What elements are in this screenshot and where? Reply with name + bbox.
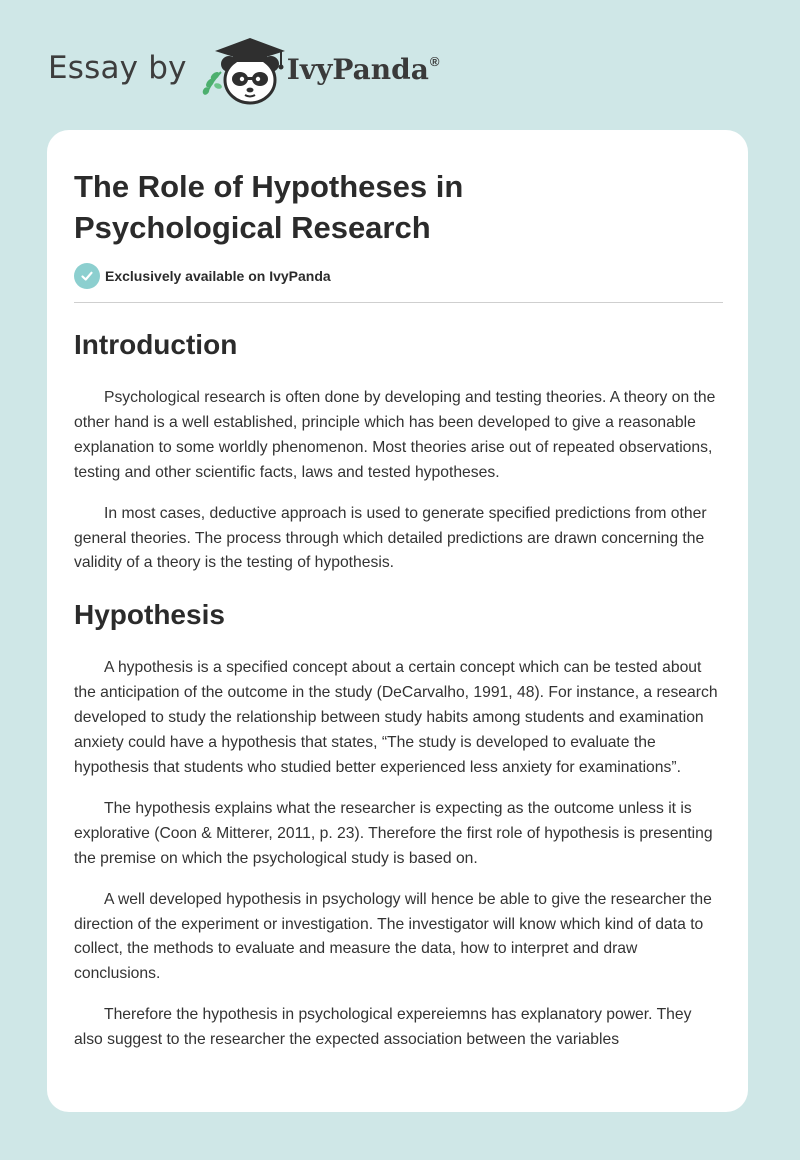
leaf-icon [201, 70, 222, 95]
checkmark-icon [74, 263, 100, 289]
paragraph: A hypothesis is a specified concept about a certain concept which can be tested about the anticipation of the outcome in the study (DeCarvalho, 1991, 48). For instance, a research developed to study the relationship between study habits among students and examination anxiety could have a hypothesis that states, “The study is developed to evaluate the hypothesis that students who studied better experienced less anxiety for examinations”. [74, 659, 718, 776]
paragraph: A well developed hypothesis in psychology will hence be able to give the researcher the direction of the experiment or investigation. The investigator will know which kind of data to collect, the methods to evaluate and measure the data, how to interpret and draw conclusions. [74, 890, 712, 983]
essay-card [47, 130, 748, 1112]
paragraph: Therefore the hypothesis in psychological expereiemns has explanatory power. They also suggest to the researcher the expected association between the variables [74, 1006, 692, 1049]
section-heading: Hypothesis [74, 599, 225, 631]
registered-mark: ® [429, 54, 440, 70]
paragraph: The hypothesis explains what the researcher is expecting as the outcome unless it is explorative (Coon & Mitterer, 2011, p. 23). Therefore the first role of hypothesis is presenting the premise on which the psychological study is based on. [74, 799, 713, 867]
brand-label: IvyPanda [286, 52, 429, 86]
brand-name[interactable] [287, 53, 440, 86]
exclusive-label: Exclusively available on IvyPanda [105, 268, 331, 284]
site-header [48, 34, 439, 106]
section-hypothesis [74, 590, 724, 1053]
essay-body [74, 320, 724, 1053]
section-introduction [74, 320, 724, 576]
panda-logo-icon[interactable] [201, 34, 291, 106]
essay-title: The Role of Hypotheses in Psychological Research [74, 169, 464, 245]
exclusive-badge [74, 263, 331, 289]
title-divider [74, 302, 723, 303]
paragraph: Psychological research is often done by developing and testing theories. A theory on the other hand is a well established, principle which has been developed to give a reasonable explanation to some worldly phenomenon. Most theories arise out of repeated observations, testing and other scientific facts, laws and tested hypotheses. [74, 389, 716, 481]
section-heading: Introduction [74, 329, 238, 360]
paragraph: In most cases, deductive approach is used to generate specified predictions from other general theories. The process through which detailed predictions are drawn concerning the validity of a theory is the testing of hypothesis. [74, 504, 707, 572]
essay-by-label: Essay by [48, 50, 187, 86]
